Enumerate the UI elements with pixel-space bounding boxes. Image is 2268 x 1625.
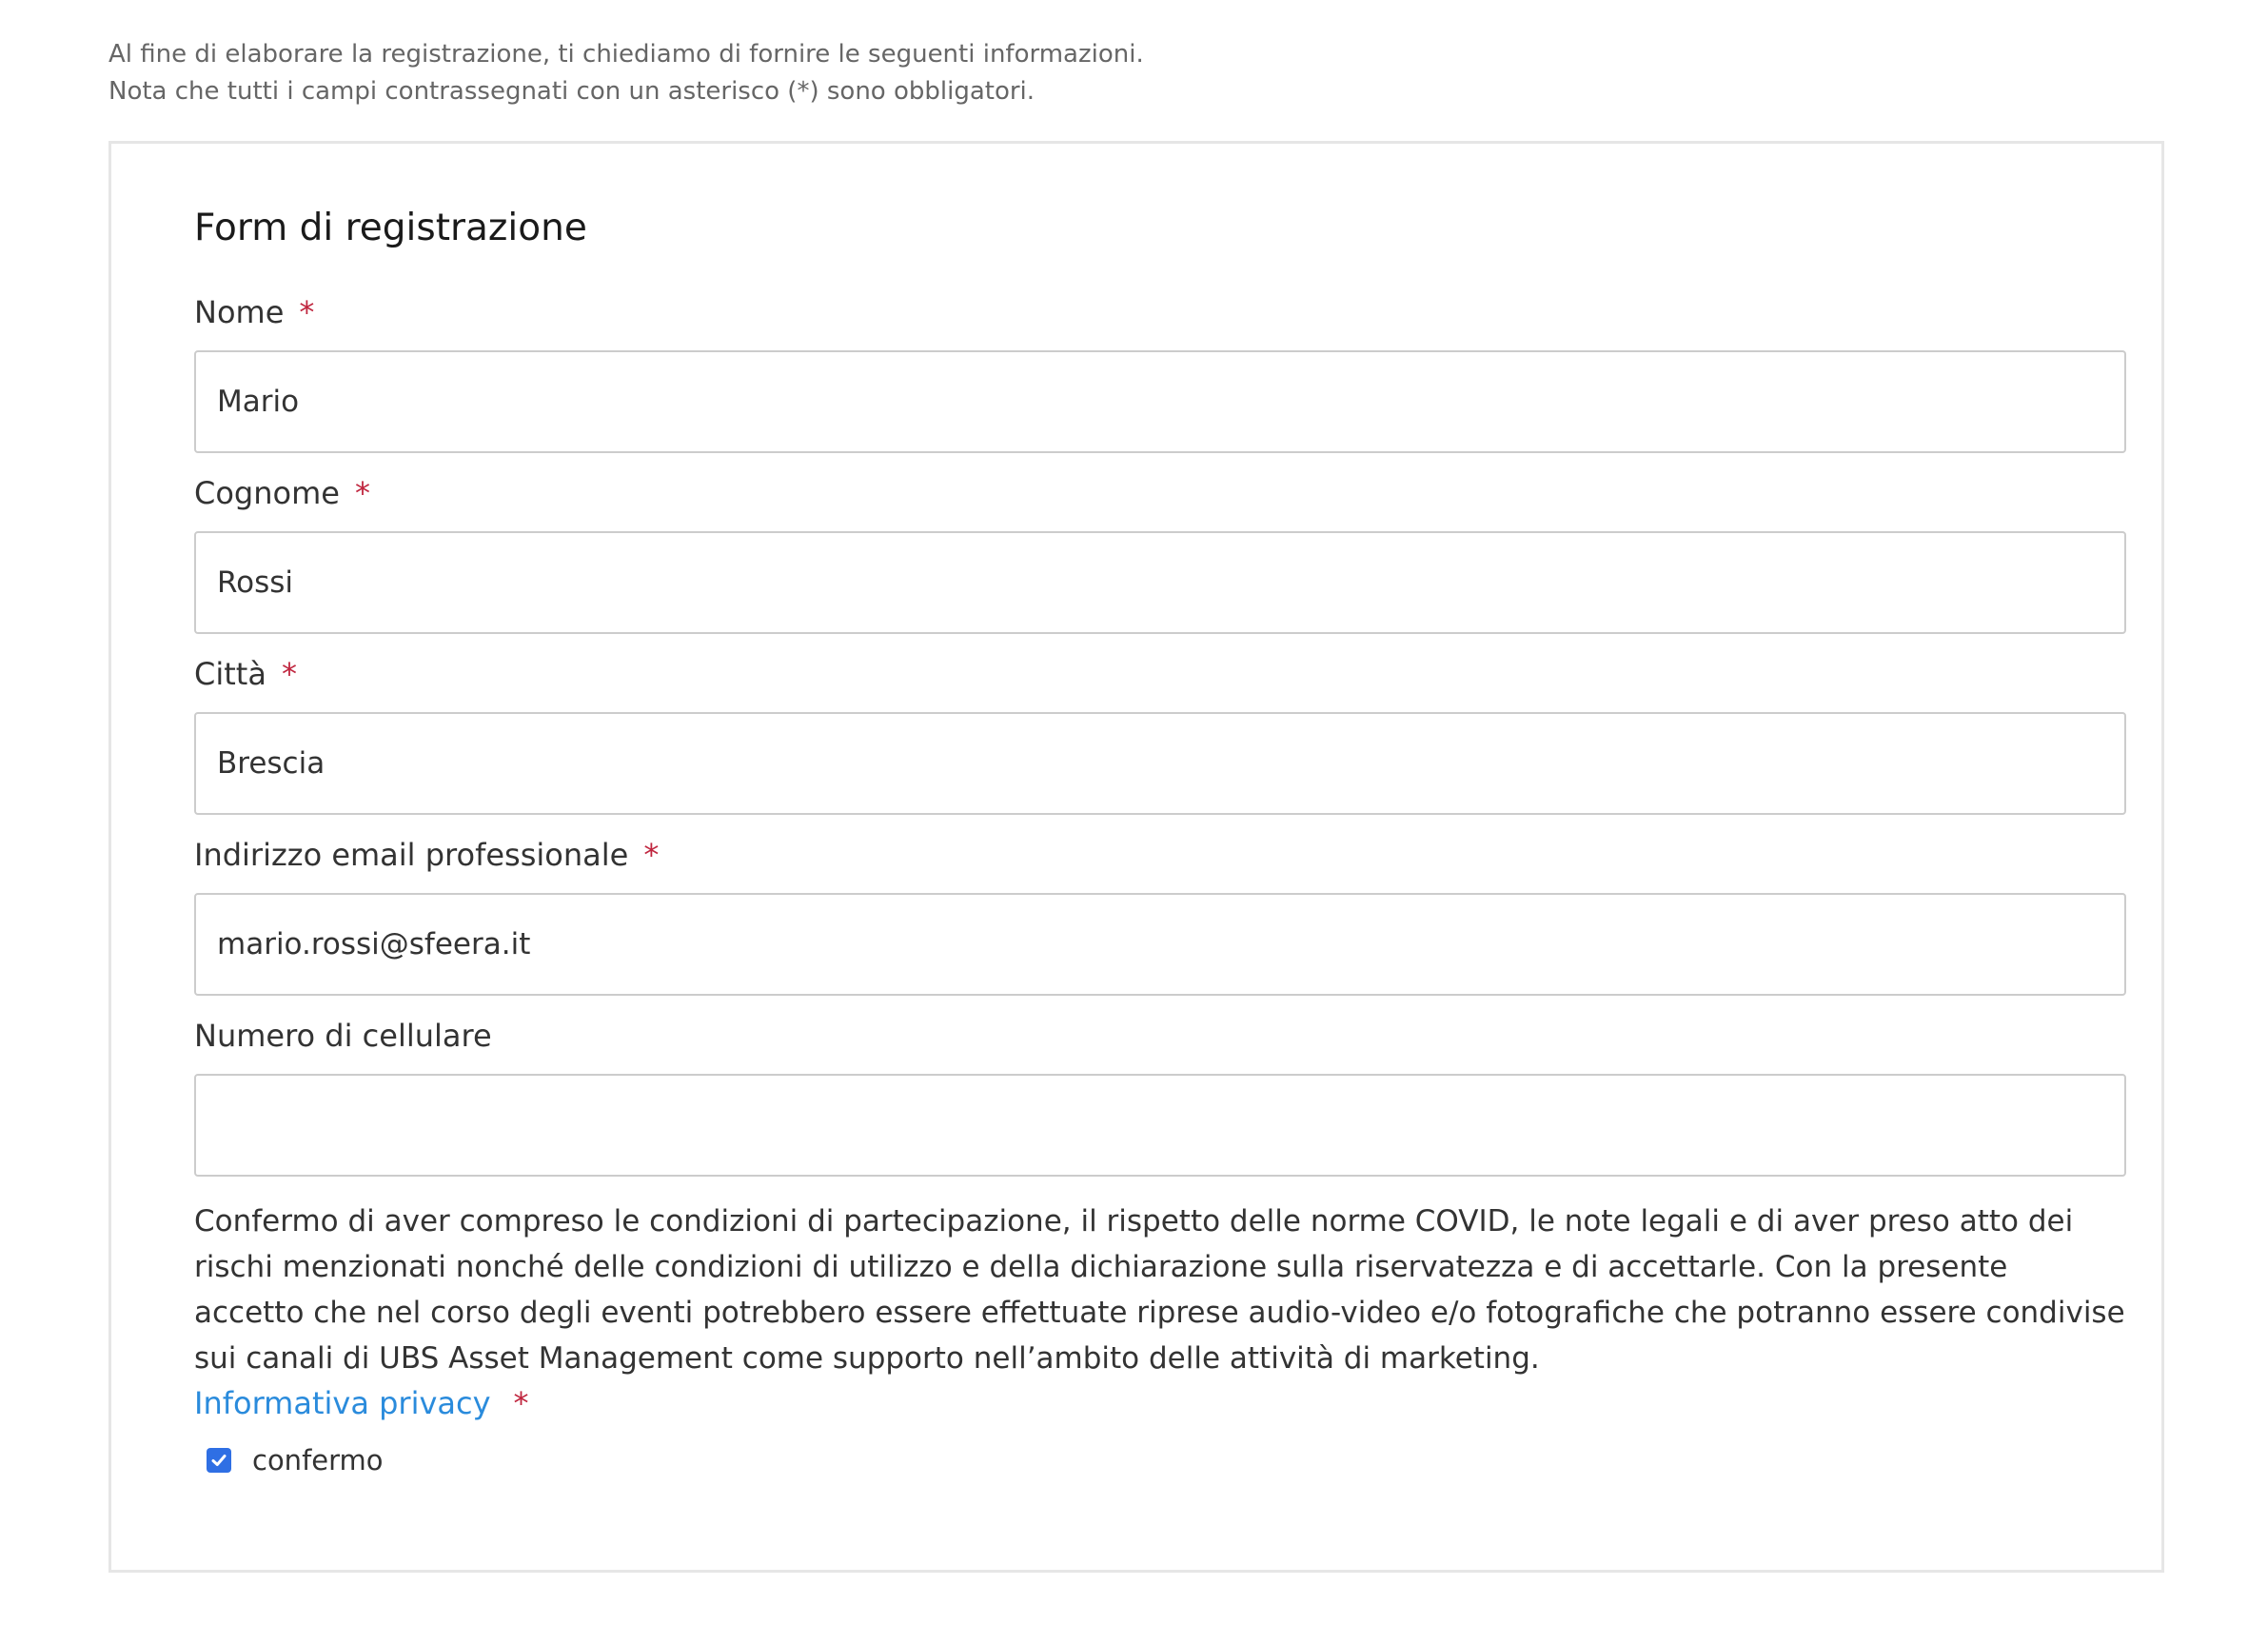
first-name-label-text: Nome [194, 294, 285, 330]
mobile-label-text: Numero di cellulare [194, 1018, 492, 1054]
city-input[interactable] [194, 712, 2126, 815]
city-label-text: Città [194, 656, 266, 692]
last-name-label-text: Cognome [194, 475, 340, 511]
confirm-checkbox-row[interactable] [207, 1444, 384, 1476]
intro-text [108, 36, 1144, 110]
last-name-label [194, 475, 370, 511]
first-name-input[interactable] [194, 350, 2126, 453]
confirm-checkbox[interactable] [207, 1448, 231, 1473]
required-asterisk: * [354, 475, 370, 511]
privacy-policy-link[interactable]: Informativa privacy [194, 1385, 491, 1421]
city-label [194, 656, 297, 692]
email-label [194, 837, 659, 873]
required-asterisk: * [299, 294, 315, 330]
required-asterisk: * [281, 656, 297, 692]
mobile-input[interactable] [194, 1074, 2126, 1177]
first-name-label [194, 294, 314, 330]
confirm-label[interactable]: confermo [252, 1444, 384, 1476]
privacy-row [194, 1385, 529, 1421]
last-name-input[interactable] [194, 531, 2126, 634]
checkmark-icon [209, 1451, 228, 1470]
email-label-text: Indirizzo email professionale [194, 837, 629, 873]
email-input[interactable] [194, 893, 2126, 996]
required-asterisk: * [643, 837, 660, 873]
required-asterisk: * [513, 1385, 529, 1421]
form-title: Form di registrazione [194, 207, 587, 249]
intro-line-1: Al fine di elaborare la registrazione, ti chiediamo di fornire le seguenti informazioni. [108, 40, 1144, 69]
registration-form-card [108, 141, 2164, 1573]
intro-line-2: Nota che tutti i campi contrassegnati con un asterisco (*) sono obbligatori. [108, 77, 1035, 106]
consent-text: Confermo di aver compreso le condizioni di partecipazione, il rispetto delle norme COVID, le note legali e di aver preso atto dei rischi menzionati nonché delle condizioni di utilizzo e della dichiarazione sulla riservatezza e di accettarle. Con la presente accetto che nel corso degli eventi potrebbero essere effettuate riprese audio-video e/o fotografiche che potranno essere condivise sui canali di UBS Asset Management come supporto nell’ambito delle attività di marketing. [194, 1204, 2125, 1376]
mobile-label [194, 1018, 492, 1054]
